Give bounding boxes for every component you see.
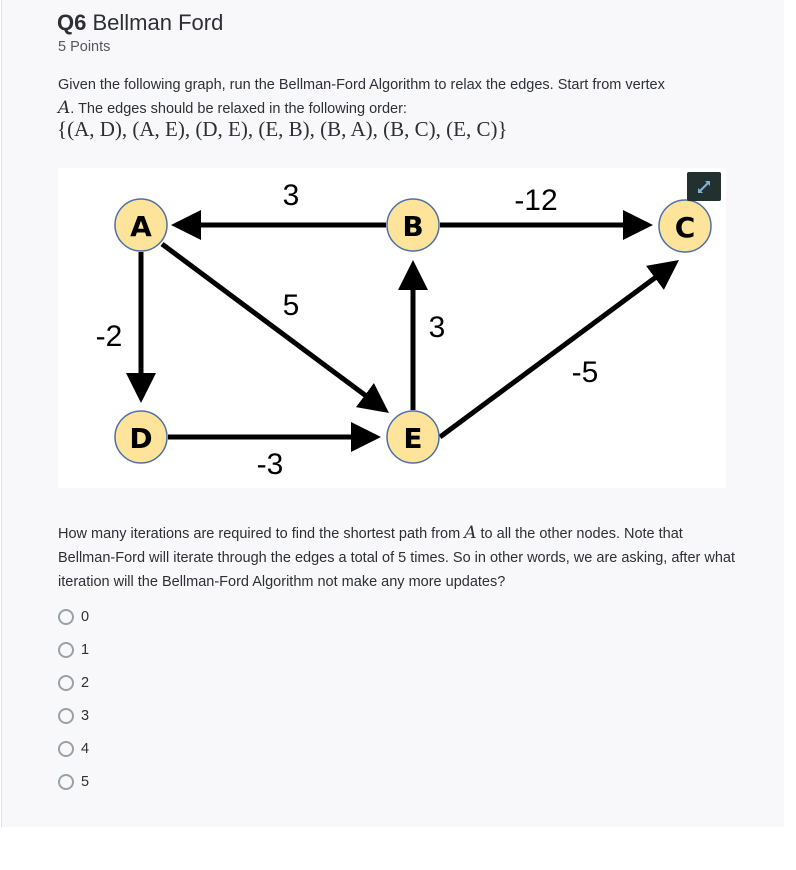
- radio-button[interactable]: [58, 708, 74, 724]
- weight-e-c: -5: [571, 356, 599, 389]
- option-3[interactable]: [58, 699, 89, 732]
- edge-e-c: [440, 263, 675, 437]
- weight-a-e: 5: [282, 289, 300, 322]
- radio-button[interactable]: [58, 741, 74, 757]
- svg-text:D: D: [129, 422, 153, 455]
- option-5[interactable]: [58, 765, 89, 798]
- prompt-text-2: . The edges should be relaxed in the following order:: [70, 101, 407, 117]
- prompt-math-var: A: [58, 98, 71, 118]
- weight-e-b: 3: [428, 311, 446, 344]
- radio-button[interactable]: [58, 774, 74, 790]
- edge-order-math: {(A, D), (A, E), (D, E), (E, B), (B, A), (B, C), (E, C)}: [57, 117, 508, 141]
- option-0[interactable]: [58, 600, 89, 633]
- question-number: Q6: [57, 10, 87, 35]
- node-e: [387, 411, 439, 463]
- radio-button[interactable]: [58, 675, 74, 691]
- svg-text:A: A: [130, 210, 152, 243]
- answer-options: [58, 600, 89, 798]
- radio-button[interactable]: [58, 642, 74, 658]
- option-label: 5: [81, 773, 90, 790]
- node-d: [115, 411, 167, 463]
- weight-b-a: 3: [282, 179, 300, 212]
- svg-text:E: E: [403, 422, 423, 455]
- expand-image-button[interactable]: [687, 172, 721, 201]
- question-body: [58, 521, 738, 594]
- node-a: [115, 199, 167, 251]
- node-c: [659, 200, 711, 252]
- option-label: 4: [81, 740, 90, 757]
- graph-figure: [58, 168, 726, 488]
- edge-a-e: [162, 244, 385, 410]
- node-b: [387, 199, 439, 251]
- graph-diagram: [58, 168, 726, 488]
- svg-text:C: C: [674, 211, 696, 244]
- expand-arrows-icon: [695, 178, 713, 196]
- weight-d-e: -3: [256, 448, 284, 481]
- prompt-text: Given the following graph, run the Bellman-Ford Algorithm to relax the edges. Start from vertex: [58, 77, 665, 93]
- option-1[interactable]: [58, 633, 89, 666]
- body-math-var: A: [464, 523, 477, 543]
- radio-button[interactable]: [58, 609, 74, 625]
- body-text-2: to all the other nodes. Note that Bellman-Ford will iterate through the edges a total of 5 times. So in other words, we are asking, after what iteration will the Bellman-Ford Algorithm not make any more updates?: [58, 526, 736, 590]
- option-2[interactable]: [58, 666, 89, 699]
- weight-b-c: -12: [514, 184, 558, 217]
- svg-text:B: B: [402, 210, 424, 243]
- question-title: [57, 10, 223, 36]
- option-label: 0: [81, 608, 90, 625]
- question-prompt: [58, 74, 738, 121]
- option-label: 1: [81, 641, 90, 658]
- option-label: 3: [81, 707, 90, 724]
- option-4[interactable]: [58, 732, 89, 765]
- question-name: Bellman Ford: [92, 10, 224, 35]
- body-text: How many iterations are required to find the shortest path from: [58, 526, 465, 542]
- weight-a-d: -2: [95, 320, 123, 353]
- option-label: 2: [81, 674, 90, 691]
- question-points: 5 Points: [58, 39, 111, 55]
